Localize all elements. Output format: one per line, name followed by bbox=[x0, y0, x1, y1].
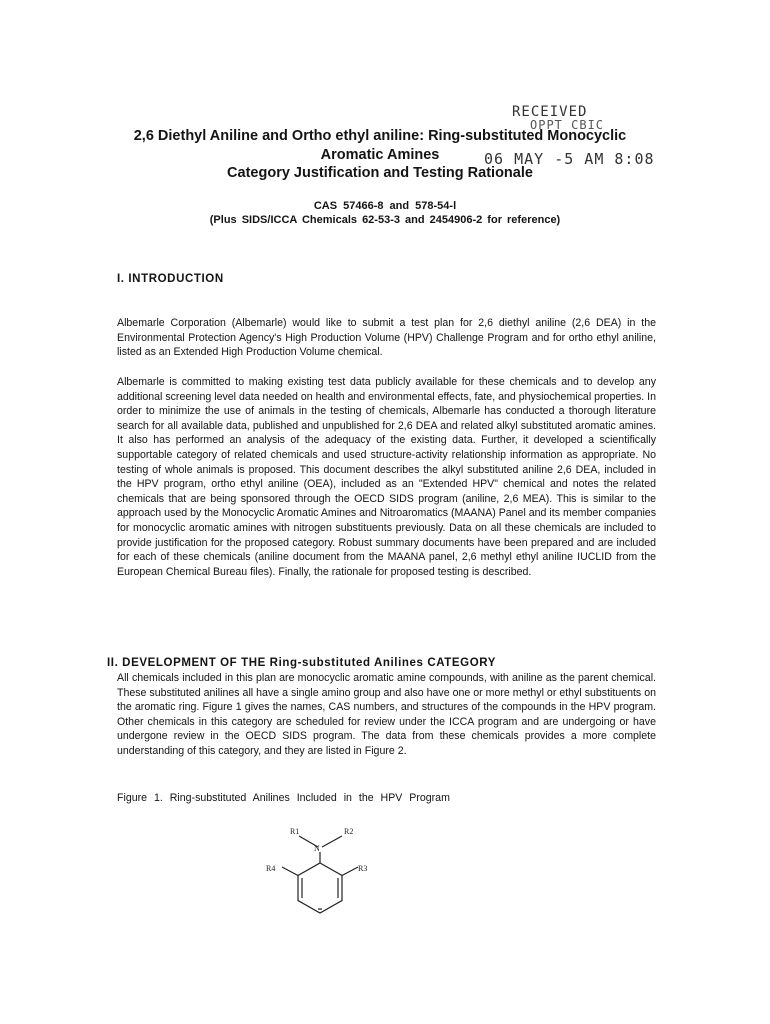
figure-caption: Figure 1. Ring-substituted Anilines Included in the HPV Program bbox=[117, 792, 450, 804]
introduction-heading: I. INTRODUCTION bbox=[117, 273, 224, 285]
development-heading: II. DEVELOPMENT OF THE Ring-substituted Anilines CATEGORY bbox=[107, 657, 497, 669]
introduction-paragraph-2: Albemarle is committed to making existing test data publicly available for these chemicals and to develop any additional screening level data needed on health and environmental effects, fate, and physiochemical properties. In order to minimize the use of animals in the testing of chemicals, Albemarle has conducted a thorough literature search for all available data, published and unpublished for 2,6 DEA and related alkyl substituted aromatic amines. It also has performed an analysis of the adequacy of the existing data. Further, it developed a scientifically supportable category of related chemicals and used structure-activity relationship information as appropriate. No testing of whole animals is proposed. This document describes the alkyl substituted aniline 2,6 DEA, included in the HPV program, ortho ethyl aniline (OEA), included as an "Extended HPV" chemical and notes the related chemicals that are being sponsored through the OECD SIDS program (aniline, 2,6 MEA). This is similar to the approach used by the Monocyclic Aromatic Amines and Nitroaromatics (MAANA) Panel and its member companies for monocyclic aromatic amines with nitrogen substituents previously. Data on all these chemicals are included to provide justification for the proposed category. Robust summary documents have been prepared and are included for each of these chemicals (aniline document from the MAANA panel, 2,6 methyl ethyl aniline IUCLID from the European Chemical Bureau files). Finally, the rationale for proposed testing is described. bbox=[117, 376, 656, 578]
development-paragraph: All chemicals included in this plan are monocyclic aromatic amine compounds, with aniline as the parent chemical. These substituted anilines all have a single amino group and also have one or more methyl or ethyl substituents on the aromatic ring. Figure 1 gives the names, CAS numbers, and structures of the compounds in the HPV program. Other chemicals in this category are scheduled for review under the ICCA program and are undergoing or have undergone review in the OECD SIDS program. The data from these chemicals provides a more complete understanding of this category, and they are listed in Figure 2. bbox=[117, 672, 656, 757]
aniline-structure-diagram bbox=[262, 823, 402, 923]
document-title-line-2: Aromatic Amines bbox=[320, 147, 440, 163]
date-stamp: 06 MAY -5 AM 8:08 bbox=[484, 150, 655, 168]
document-title-line-1: 2,6 Diethyl Aniline and Ortho ethyl aniline: Ring-substituted Monocyclic bbox=[133, 128, 627, 144]
received-stamp: RECEIVED bbox=[512, 104, 588, 120]
nitrogen-label: N bbox=[314, 844, 320, 853]
r1-label: R1 bbox=[290, 827, 300, 836]
r3-label: R3 bbox=[358, 864, 368, 873]
r4-label: R4 bbox=[266, 864, 276, 873]
document-title-line-3: Category Justification and Testing Rationale bbox=[227, 165, 533, 181]
r2-label: R2 bbox=[344, 827, 354, 836]
agency-stamp: OPPT CBIC bbox=[530, 118, 605, 132]
cas-numbers: CAS 57466-8 and 578-54-l bbox=[313, 200, 457, 212]
introduction-paragraph-1: Albemarle Corporation (Albemarle) would like to submit a test plan for 2,6 diethyl aniline (2,6 DEA) in the Environmental Protection Agency's High Production Volume (HPV) Challenge Program and for ortho ethyl aniline, listed as an Extended High Production Volume chemical. bbox=[117, 317, 656, 359]
reference-chemicals: (Plus SIDS/ICCA Chemicals 62-53-3 and 2454906-2 for reference) bbox=[209, 214, 561, 226]
